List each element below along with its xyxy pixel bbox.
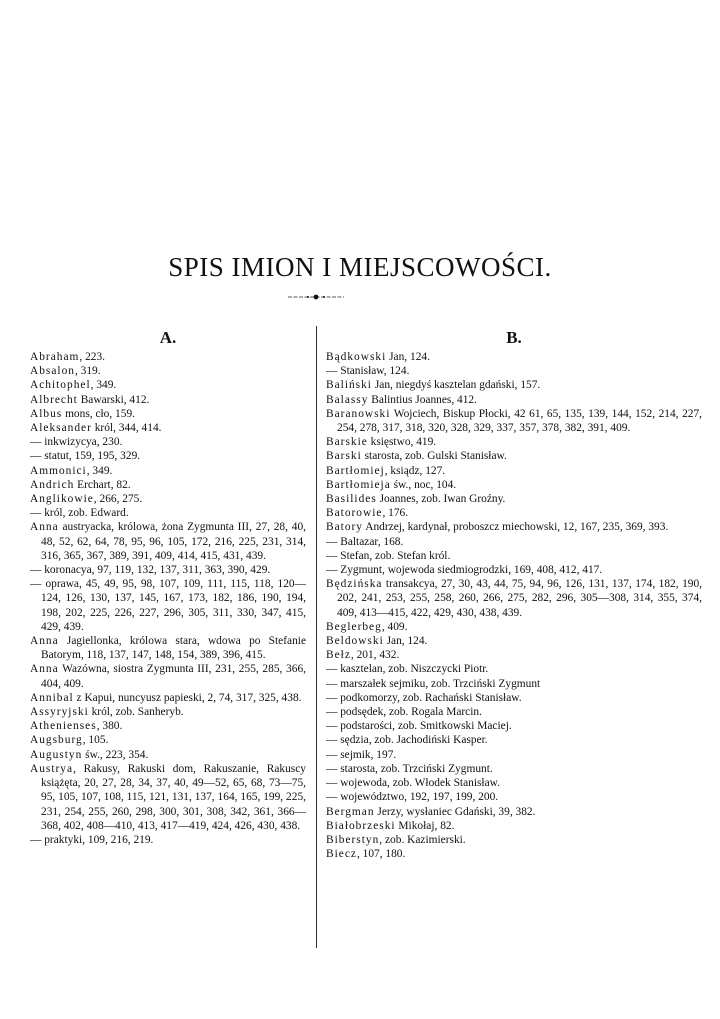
entry-headword: Baliński (326, 379, 372, 392)
entry-references: król, 344, 414. (91, 422, 162, 435)
entry-headword: Absalon (30, 365, 75, 378)
index-entry (326, 549, 702, 563)
index-entry (30, 421, 306, 435)
column-divider (316, 326, 317, 948)
page-title: SPIS IMION I MIEJSCOWOŚCI. (168, 252, 552, 282)
entry-references: Andrzej, kardynał, proboszcz miechowski, 12, 167, 235, 369, 393. (363, 521, 669, 534)
entry-references: św., noc, 104. (390, 478, 457, 491)
entry-headword: Biecz (326, 848, 357, 861)
entry-headword: Achitophel (30, 379, 91, 392)
entry-headword: Bartłomieja (326, 478, 391, 491)
entry-headword: Batory (326, 521, 364, 534)
entry-headword: Bełz (326, 649, 351, 662)
entry-references: Balintius Joannes, 412. (368, 393, 477, 406)
index-entry (30, 506, 306, 520)
entry-references: mons, cło, 159. (62, 407, 135, 420)
index-entry (30, 762, 306, 833)
index-entry (326, 506, 702, 520)
entry-references: — Zygmunt, wojewoda siedmiogrodzki, 169, 408, 412, 417. (326, 564, 603, 577)
entry-references: , 349. (90, 379, 117, 392)
entry-references: , 107, 180. (356, 848, 406, 861)
entry-headword: Beglerbeg (326, 620, 382, 633)
entry-headword: Augustyn (30, 748, 83, 761)
index-entry (326, 762, 702, 776)
index-column-b (326, 326, 702, 861)
entry-references: , 349. (86, 464, 113, 477)
index-entry (30, 705, 306, 719)
entry-references: Bawarski, 412. (77, 393, 150, 406)
index-entry (326, 847, 702, 861)
index-entry (326, 819, 702, 833)
index-entry (326, 662, 702, 676)
index-entry (326, 520, 702, 534)
entry-references: Joannes, zob. Iwan Groźny. (376, 493, 506, 506)
entry-headword: Abraham (30, 351, 80, 363)
entry-headword: Bartłomiej (326, 464, 385, 477)
index-entry (326, 805, 702, 819)
entry-references: — kasztelan, zob. Niszczycki Piotr. (326, 663, 489, 676)
index-entry (326, 449, 702, 463)
entry-references: — Stefan, zob. Stefan król. (326, 549, 451, 562)
entry-references: Jan, niegdyś kasztelan gdański, 157. (371, 379, 541, 392)
entry-references: św., 223, 354. (82, 748, 149, 761)
entry-headword: Aleksander (30, 422, 92, 435)
entry-headword: Albrecht (30, 393, 78, 406)
entry-headword: Balassy (326, 393, 369, 406)
entry-headword: Bergman (326, 805, 375, 818)
entry-references: Mikołaj, 82. (395, 819, 455, 832)
entry-headword: Athenienses (30, 720, 97, 733)
entry-references: , ksiądz, 127. (384, 464, 446, 477)
index-entry (30, 478, 306, 492)
index-entry (326, 648, 702, 662)
index-entry (326, 577, 702, 620)
index-entry (326, 378, 702, 392)
index-entry (326, 492, 702, 506)
entry-references: Jerzy, wysłaniec Gdański, 39, 382. (374, 805, 536, 818)
entry-references: — Stanisław, 124. (326, 365, 410, 378)
section-letter: B. (506, 328, 522, 347)
entry-references: , 319. (74, 365, 101, 378)
index-entry (326, 350, 702, 364)
index-entry (30, 520, 306, 563)
entry-headword: Beldowski (326, 635, 384, 648)
index-entry (30, 748, 306, 762)
entry-references: — Baltazar, 168. (326, 535, 404, 548)
entry-references: , 176. (382, 507, 409, 520)
entry-references: — starosta, zob. Trzciński Zygmunt. (326, 762, 493, 775)
entry-headword: Będzińska (326, 578, 383, 591)
entry-references: , 105. (82, 734, 109, 747)
index-entry (30, 449, 306, 463)
index-entry (30, 733, 306, 747)
entry-headword: Basilides (326, 493, 377, 506)
index-entry (30, 492, 306, 506)
entry-references: , 266, 275. (93, 493, 143, 506)
entry-references: — wojewoda, zob. Włodek Stanisław. (326, 777, 500, 790)
entry-headword: Bądkowski (326, 351, 387, 363)
index-column-a (30, 326, 306, 847)
index-entry (30, 350, 306, 364)
index-entry (30, 393, 306, 407)
index-entry (326, 478, 702, 492)
index-entry (30, 662, 306, 690)
entry-references: — praktyki, 109, 216, 219. (30, 833, 154, 846)
entry-headword: Assyryjski (30, 706, 89, 719)
index-entry (30, 634, 306, 662)
entry-headword: Annibal (30, 691, 74, 704)
entry-references: — inkwizycya, 230. (30, 436, 123, 449)
index-entry (326, 691, 702, 705)
entry-headword: Barski (326, 450, 362, 463)
entry-headword: Biberstyn (326, 833, 380, 846)
index-entry (30, 378, 306, 392)
index-entry (326, 790, 702, 804)
entry-references: , zob. Kazimierski. (379, 833, 466, 846)
index-entry (30, 563, 306, 577)
entry-references: austryacka, królowa, żona Zygmunta III, 27, 28, 40, 48, 52, 62, 64, 78, 95, 96, 105, 172, 216, 225, 231, 314, 316, 365, 367, 389, 391, 409, 414, 415, 431, 439. (41, 521, 306, 562)
index-entry (326, 464, 702, 478)
entry-headword: Batorowie (326, 507, 383, 520)
index-entry (326, 748, 702, 762)
entry-references: starosta, zob. Gulski Stanisław. (361, 450, 507, 463)
entry-references: — podkomorzy, zob. Rachański Stanisław. (326, 691, 522, 704)
entry-headword: Barskie (326, 436, 368, 449)
index-entry (30, 691, 306, 705)
entry-references: — król, zob. Edward. (30, 507, 129, 520)
entry-references: — oprawa, 45, 49, 95, 98, 107, 109, 111, 115, 118, 120—124, 126, 130, 137, 145, 167, 173, 182, 186, 190, 194, 198, 202, 225, 226, 227, 296, 305, 311, 330, 347, 415, 429, 439. (30, 578, 306, 633)
entry-headword: Anna (30, 663, 59, 676)
entry-references: — statut, 159, 195, 329. (30, 450, 141, 463)
entry-references: Jagiellonka, królowa stara, wdowa po Stefanie Batorym, 118, 137, 147, 148, 154, 389, 396, 415. (41, 635, 306, 662)
entry-references: Wazówna, siostra Zygmunta III, 231, 255, 285, 366, 404, 409. (41, 663, 306, 690)
entry-headword: Białobrzeski (326, 819, 396, 832)
index-entry (30, 407, 306, 421)
index-entry (326, 620, 702, 634)
index-entry (326, 733, 702, 747)
entry-references: księstwo, 419. (367, 436, 437, 449)
index-entry (30, 577, 306, 634)
entry-headword: Andrich (30, 478, 75, 491)
entry-headword: Austrya (30, 762, 74, 775)
title-ornament (286, 293, 346, 301)
entry-references: — podstarości, zob. Smitkowski Maciej. (326, 720, 512, 733)
entry-headword: Baranowski (326, 407, 391, 420)
entry-references: Jan, 124. (386, 351, 430, 363)
entry-references: — sędzia, zob. Jachodiński Kasper. (326, 734, 488, 747)
entry-references: — marszałek sejmiku, zob. Trzciński Zygmunt (326, 677, 541, 690)
entry-references: , 223. (79, 351, 106, 363)
index-entry (30, 719, 306, 733)
index-entry (326, 634, 702, 648)
index-entry (30, 464, 306, 478)
entry-references: , 380. (96, 720, 123, 733)
index-entry (30, 833, 306, 847)
entry-headword: Ammonici (30, 464, 87, 477)
entry-references: , Rakusy, Rakuski dom, Rakuszanie, Rakuscy książęta, 20, 27, 28, 34, 37, 40, 49—52, 65, 68, 73—75, 95, 105, 107, 108, 115, 121, 131, 137, 164, 165, 199, 225, 231, 254, 255, 260, 298, 300, 301, 308, 342, 361, 366—368, 402, 408—410, 413, 417—419, 424, 426, 430, 438. (41, 762, 306, 832)
entry-references: — województwo, 192, 197, 199, 200. (326, 791, 499, 804)
index-entry (326, 776, 702, 790)
index-entry (326, 535, 702, 549)
entry-headword: Anna (30, 635, 59, 648)
section-letter: A. (159, 328, 177, 347)
entry-references: Erchart, 82. (74, 478, 131, 491)
entry-headword: Augsburg (30, 734, 83, 747)
index-entry (326, 407, 702, 435)
index-entry (30, 435, 306, 449)
entry-list (326, 350, 702, 861)
entry-references: transakcya, 27, 30, 43, 44, 75, 94, 96, 126, 131, 137, 174, 182, 190, 202, 241, 253, 255, 258, 260, 266, 275, 282, 296, 305—308, 314, 355, 374, 409, 413—415, 422, 429, 430, 438, 439. (337, 578, 702, 619)
index-entry (326, 705, 702, 719)
entry-headword: Anglikowie (30, 493, 94, 506)
entry-references: z Kapui, nuncyusz papieski, 2, 74, 317, 325, 438. (73, 691, 302, 704)
entry-references: Wojciech, Biskup Płocki, 42 61, 65, 135, 139, 144, 152, 214, 227, 254, 278, 317, 318, 320, 328, 329, 337, 357, 378, 382, 391, 409. (337, 407, 702, 435)
index-entry (326, 435, 702, 449)
entry-references: — podsędek, zob. Rogala Marcin. (326, 706, 482, 719)
entry-references: król, zob. Sanheryb. (88, 706, 184, 719)
index-entry (326, 563, 702, 577)
index-entry (30, 364, 306, 378)
entry-references: , 201, 432. (350, 649, 400, 662)
index-entry (326, 393, 702, 407)
index-entry (326, 833, 702, 847)
index-entry (326, 677, 702, 691)
index-entry (326, 719, 702, 733)
index-entry (326, 364, 702, 378)
entry-references: — sejmik, 197. (326, 748, 397, 761)
entry-references: — koronacya, 97, 119, 132, 137, 311, 363, 390, 429. (30, 564, 271, 577)
entry-headword: Albus (30, 407, 63, 420)
entry-references: Jan, 124. (383, 635, 428, 648)
entry-headword: Anna (30, 521, 59, 534)
entry-list (30, 350, 306, 847)
entry-references: , 409. (381, 620, 408, 633)
